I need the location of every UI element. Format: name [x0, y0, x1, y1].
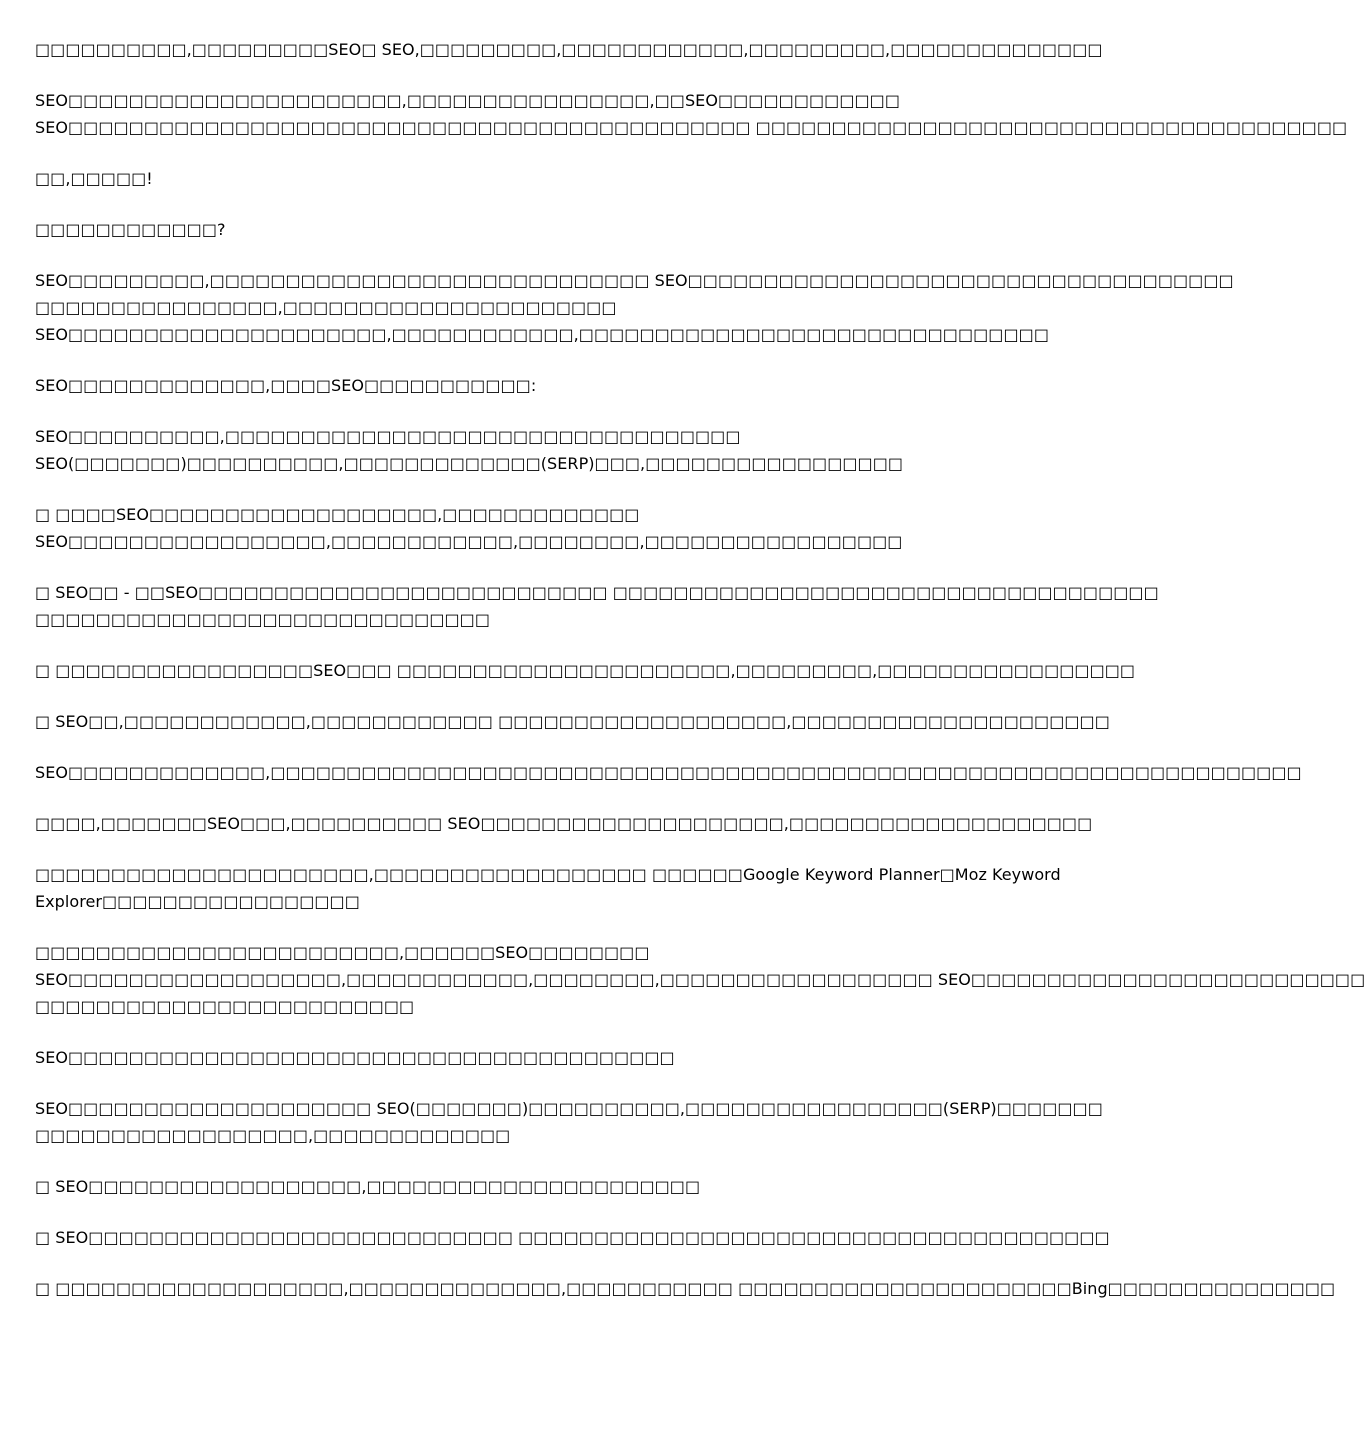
paragraph-14 [35, 861, 1061, 915]
paragraph-13 [35, 810, 1093, 837]
text-line: SEO□□□□□□□□□□□□□,□□□□□□□□□□□□□□□□□□□□□□□□□□□□□□□□□□□□□□□□□□□□□□□□□□□□□□□□□□□□□□□□□□□□ [35, 763, 1302, 782]
text-line: Explorer□□□□□□□□□□□□□□□□□ [35, 892, 360, 911]
text-line: □□□□□□□□□□,□□□□□□□□□SEO□ SEO,□□□□□□□□□,□□□□□□□□□□□□,□□□□□□□□□,□□□□□□□□□□□□□□ [35, 40, 1103, 59]
text-line: □□□□□□□□□□□□□□□□,□□□□□□□□□□□□□□□□□□□□□□ [35, 298, 617, 317]
paragraph-8-bullet [35, 501, 995, 555]
text-line: SEO□□□□□□□□□□□□□□□□□□□□□□□□□□□□□□□□□□□□□□□□ [35, 1048, 675, 1067]
text-line: SEO□□□□□□□□□□□□□□□□□□□□□,□□□□□□□□□□□□,□□□□□□□□□□□□□□□□□□□□□□□□□□□□□□□ [35, 325, 1049, 344]
text-line: □□□□□□□□□□□□□□□□□□□□□□□□,□□□□□□SEO□□□□□□□□ [35, 943, 650, 962]
text-line: □□□□□□□□□□□□□□□□□□,□□□□□□□□□□□□□ [35, 1126, 511, 1145]
text-line: SEO□□□□□□□□□□□□□□□□□,□□□□□□□□□□□□,□□□□□□□□,□□□□□□□□□□□□□□□□□ [35, 532, 903, 551]
text-line: SEO□□□□□□□□□,□□□□□□□□□□□□□□□□□□□□□□□□□□□□□ SEO□□□□□□□□□□□□□□□□□□□□□□□□□□□□□□□□□□□□ [35, 271, 1234, 290]
text-line: □□□□□□□□□□□□? [35, 220, 226, 239]
text-line: SEO□□□□□□□□□□□□□□□□□□□□□□□□□□□□□□□□□□□□□□□□□□□□□ □□□□□□□□□□□□□□□□□□□□□□□□□□□□□□□□□□□□□□□ [35, 118, 1348, 137]
paragraph-16 [35, 1044, 995, 1071]
paragraph-20-bullet [35, 1275, 1336, 1302]
text-line: SEO(□□□□□□□)□□□□□□□□□□,□□□□□□□□□□□□□(SERP)□□□,□□□□□□□□□□□□□□□□□ [35, 454, 904, 473]
text-line: SEO□□□□□□□□□□□□□,□□□□SEO□□□□□□□□□□□: [35, 376, 537, 395]
paragraph-1 [35, 36, 1103, 63]
paragraph-11-bullet [35, 708, 1110, 735]
text-line: SEO□□□□□□□□□□□□□□□□□□□□□□,□□□□□□□□□□□□□□□□,□□SEO□□□□□□□□□□□□ [35, 91, 900, 110]
paragraph-3 [35, 165, 995, 192]
text-line: SEO□□□□□□□□□□,□□□□□□□□□□□□□□□□□□□□□□□□□□□□□□□□□□ [35, 427, 741, 446]
paragraph-2 [35, 87, 1348, 141]
text-line: □ SEO□□□□□□□□□□□□□□□□□□□□□□□□□□□□ □□□□□□□□□□□□□□□□□□□□□□□□□□□□□□□□□□□□□□□ [35, 1228, 1110, 1247]
text-line: □□□□□□□□□□□□□□□□□□□□□□□□□□□□□□ [35, 610, 491, 629]
paragraph-17 [35, 1095, 1103, 1149]
text-line: SEO□□□□□□□□□□□□□□□□□□,□□□□□□□□□□□□,□□□□□□□□,□□□□□□□□□□□□□□□□□□ SEO□□□□□□□□□□□□□□□□□□□□□□□□□□ [35, 970, 1365, 989]
text-line: □ □□□□□□□□□□□□□□□□□□□,□□□□□□□□□□□□□□,□□□□□□□□□□□ □□□□□□□□□□□□□□□□□□□□□□Bing□□□□□□□□□□□□□□□ [35, 1279, 1336, 1298]
paragraph-18-bullet [35, 1173, 995, 1200]
text-line: □ □□□□SEO□□□□□□□□□□□□□□□□□□□,□□□□□□□□□□□□□ [35, 505, 640, 524]
document-body [35, 36, 1365, 1326]
paragraph-6 [35, 372, 995, 399]
paragraph-10-bullet [35, 657, 1136, 684]
text-line: □□□□□□□□□□□□□□□□□□□□□□,□□□□□□□□□□□□□□□□□□ □□□□□□Google Keyword Planner□Moz Keyword [35, 865, 1061, 884]
text-line: □□□□□□□□□□□□□□□□□□□□□□□□□ [35, 997, 415, 1016]
text-line: SEO□□□□□□□□□□□□□□□□□□□□ SEO(□□□□□□□)□□□□□□□□□□,□□□□□□□□□□□□□□□□□(SERP)□□□□□□□ [35, 1099, 1103, 1118]
paragraph-15 [35, 939, 1365, 1020]
text-line: □ □□□□□□□□□□□□□□□□□SEO□□□ □□□□□□□□□□□□□□□□□□□□□□,□□□□□□□□□,□□□□□□□□□□□□□□□□□ [35, 661, 1136, 680]
text-line: □□,□□□□□! [35, 169, 153, 188]
paragraph-19-bullet [35, 1224, 1110, 1251]
paragraph-12 [35, 759, 1302, 786]
text-line: □ SEO□□,□□□□□□□□□□□□,□□□□□□□□□□□□ □□□□□□□□□□□□□□□□□□□,□□□□□□□□□□□□□□□□□□□□□ [35, 712, 1110, 731]
text-line: □ SEO□□ - □□SEO□□□□□□□□□□□□□□□□□□□□□□□□□□□ □□□□□□□□□□□□□□□□□□□□□□□□□□□□□□□□□□□□ [35, 583, 1159, 602]
paragraph-4-question [35, 216, 995, 243]
paragraph-7 [35, 423, 995, 477]
text-line: □ SEO□□□□□□□□□□□□□□□□□□,□□□□□□□□□□□□□□□□□□□□□□ [35, 1177, 701, 1196]
text-line: □□□□,□□□□□□□SEO□□□,□□□□□□□□□□ SEO□□□□□□□□□□□□□□□□□□□□,□□□□□□□□□□□□□□□□□□□□ [35, 814, 1093, 833]
paragraph-5 [35, 267, 1234, 348]
paragraph-9-bullet [35, 579, 1159, 633]
